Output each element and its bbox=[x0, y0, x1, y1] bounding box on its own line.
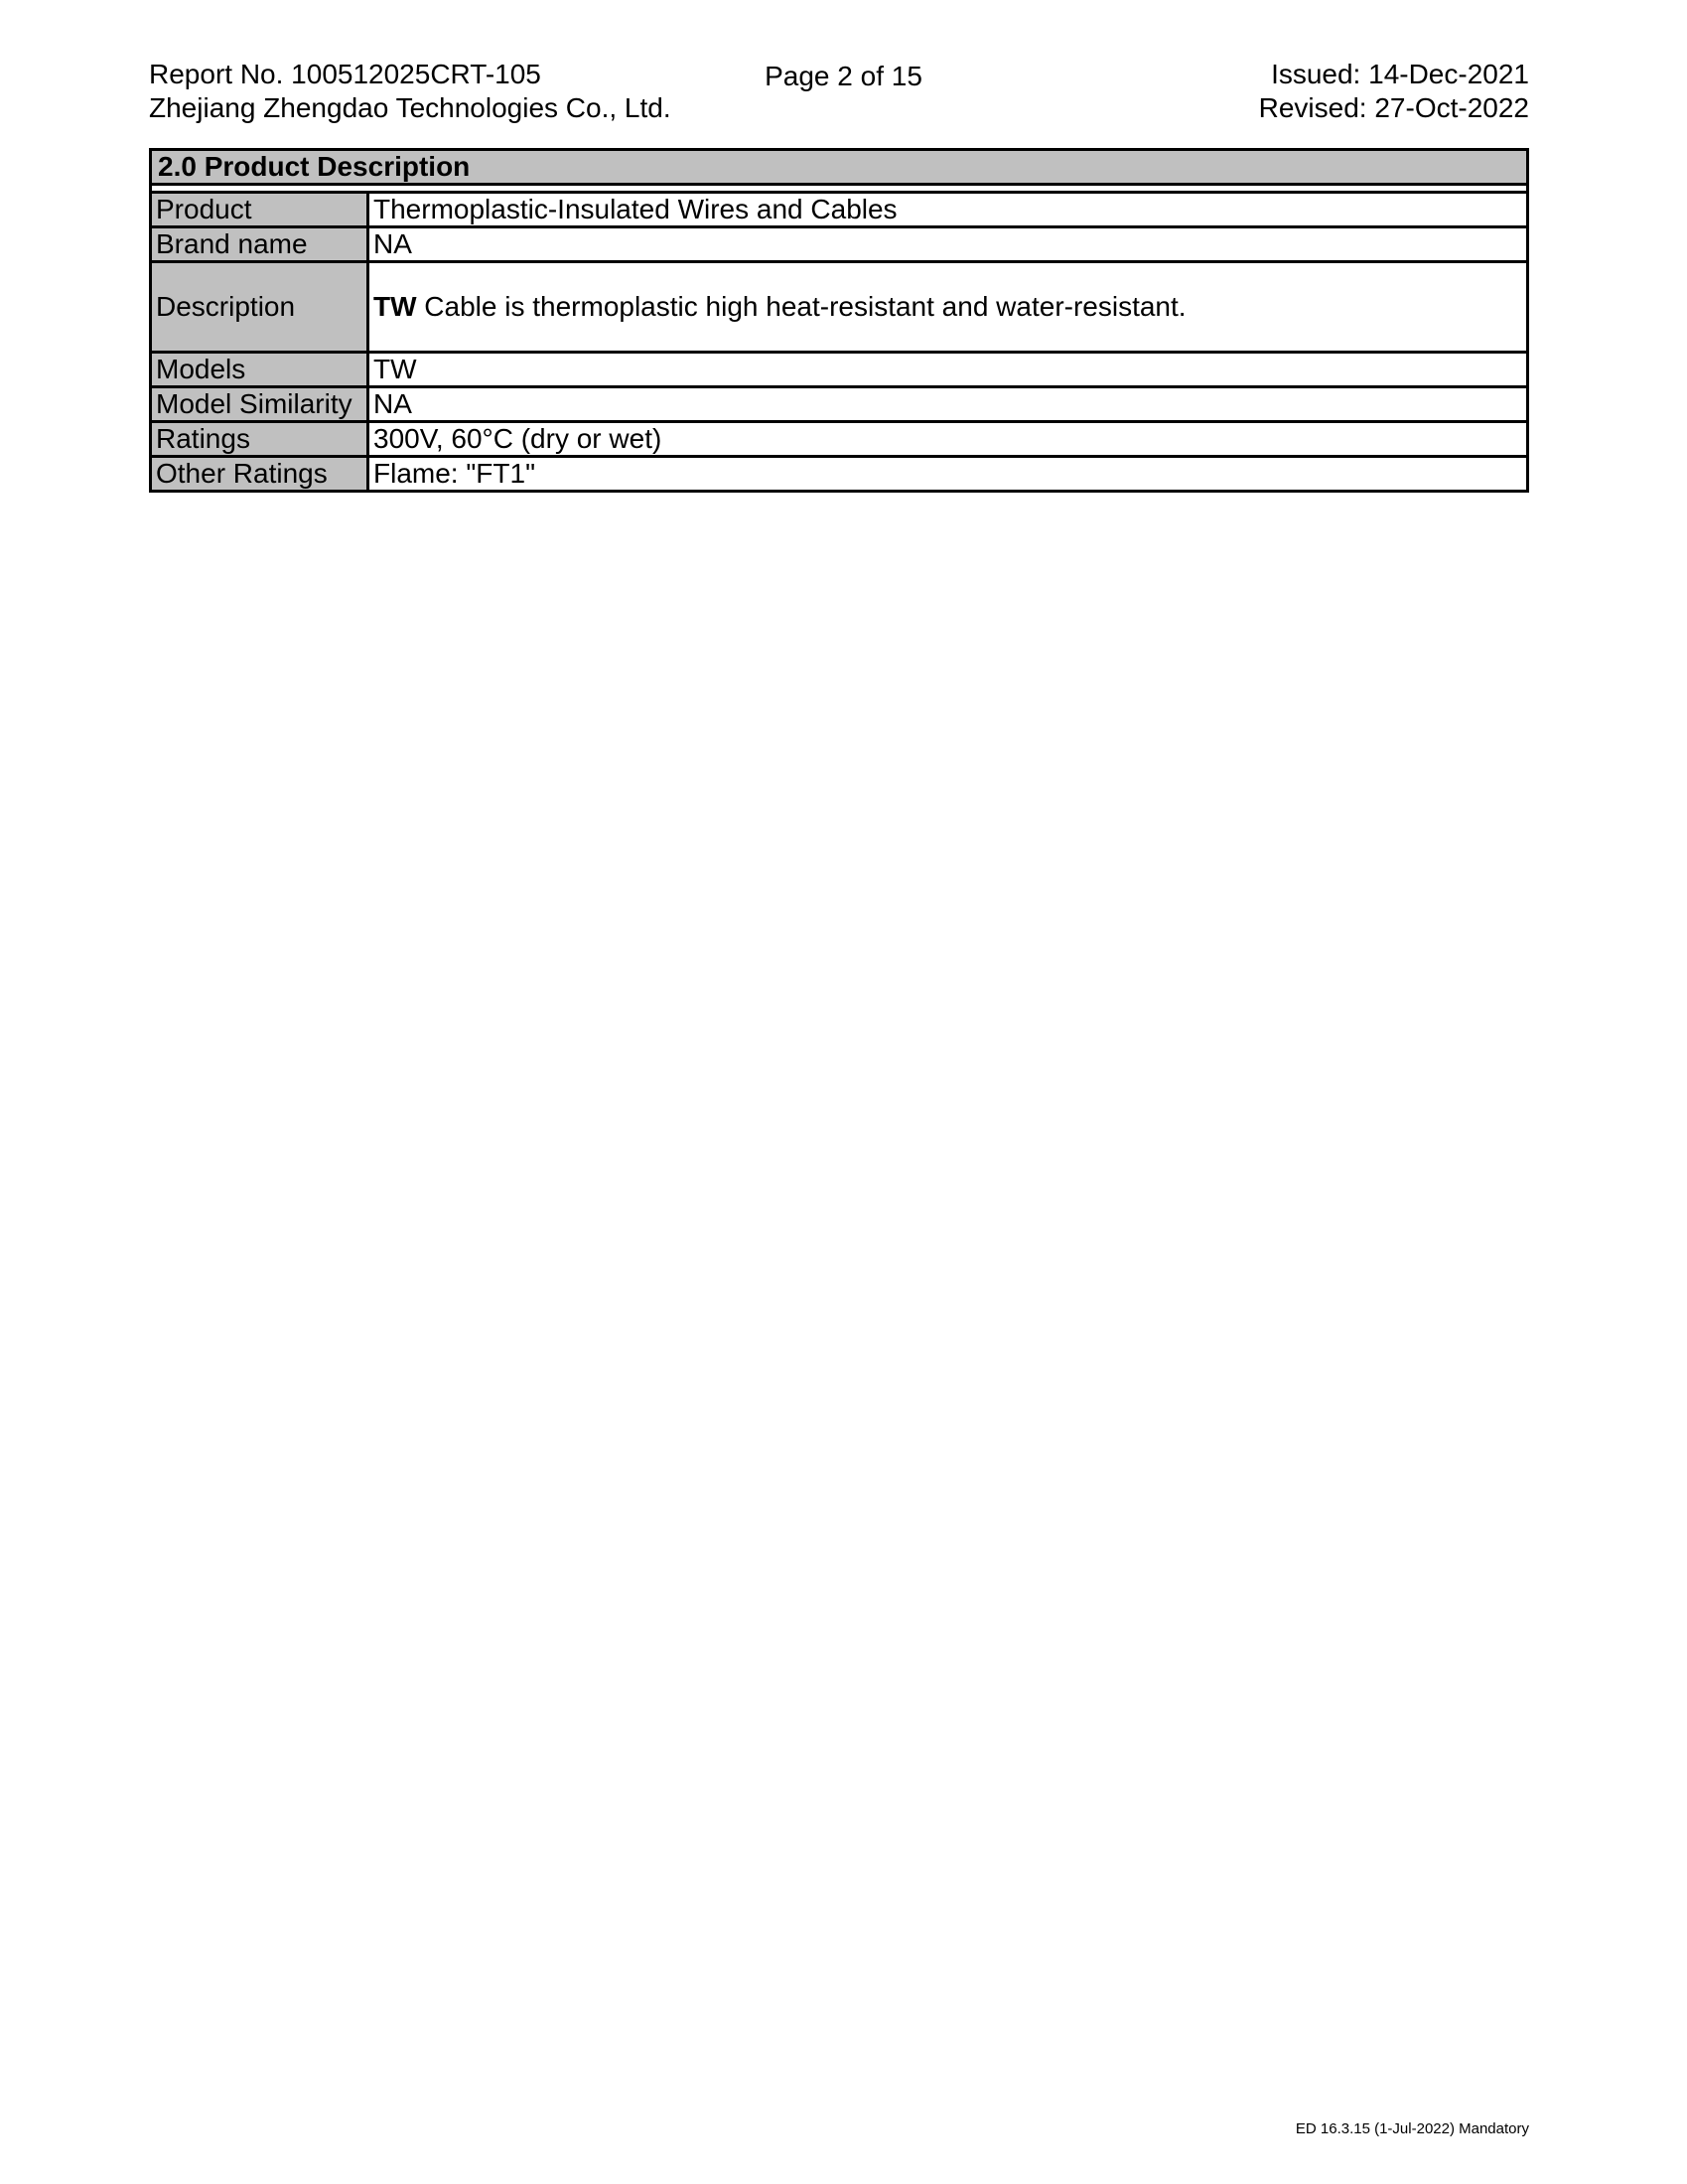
row-label-model-similarity: Model Similarity bbox=[152, 387, 368, 422]
row-value-product: Thermoplastic-Insulated Wires and Cables bbox=[368, 194, 1527, 227]
row-label-brand-name: Brand name bbox=[152, 227, 368, 262]
row-label-product: Product bbox=[152, 194, 368, 227]
row-value-ratings: 300V, 60°C (dry or wet) bbox=[368, 422, 1527, 457]
table-row bbox=[152, 227, 1526, 262]
product-description-table bbox=[152, 194, 1526, 490]
table-row bbox=[152, 387, 1526, 422]
product-description-section bbox=[149, 148, 1529, 493]
table-row bbox=[152, 262, 1526, 353]
row-value-other-ratings: Flame: "FT1" bbox=[373, 458, 536, 489]
row-label-ratings: Ratings bbox=[152, 422, 368, 457]
section-divider bbox=[152, 186, 1526, 194]
row-label-other-ratings: Other Ratings bbox=[152, 457, 368, 491]
page-number: Page 2 of 15 bbox=[765, 61, 922, 91]
row-value-brand-name: NA bbox=[368, 227, 1527, 262]
section-title: 2.0 Product Description bbox=[152, 151, 1526, 186]
company-name: Zhejiang Zhengdao Technologies Co., Ltd. bbox=[149, 92, 671, 123]
row-value-description bbox=[368, 262, 1527, 353]
table-row bbox=[152, 194, 1526, 227]
row-label-models: Models bbox=[152, 353, 368, 387]
table-row bbox=[152, 457, 1526, 491]
row-label-description: Description bbox=[152, 262, 368, 353]
description-text: Cable is thermoplastic high heat-resistant and water-resistant. bbox=[416, 291, 1187, 322]
row-value-models: TW bbox=[368, 353, 1527, 387]
revised-date: Revised: 27-Oct-2022 bbox=[1258, 92, 1529, 123]
row-value-model-similarity: NA bbox=[368, 387, 1527, 422]
issued-date: Issued: 14-Dec-2021 bbox=[1271, 59, 1529, 89]
table-row bbox=[152, 422, 1526, 457]
footer-edition: ED 16.3.15 (1-Jul-2022) Mandatory bbox=[1295, 2120, 1529, 2137]
report-number: Report No. 100512025CRT-105 bbox=[149, 59, 541, 89]
table-row bbox=[152, 353, 1526, 387]
description-bold-prefix: TW bbox=[373, 291, 417, 322]
header-right bbox=[1259, 58, 1529, 125]
